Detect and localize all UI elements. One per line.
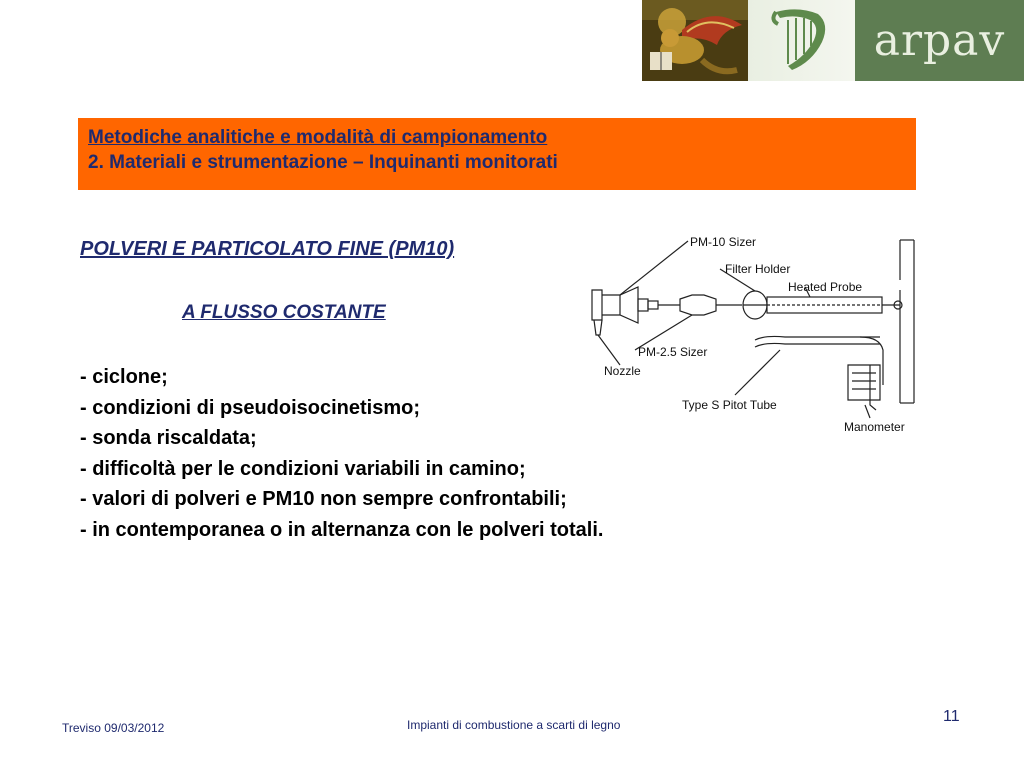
winged-lion-emblem-icon — [642, 0, 748, 81]
filter-holder-label: Filter Holder — [725, 262, 791, 276]
bullet-item: - condizioni di pseudoisocinetismo; — [80, 396, 421, 419]
bullet-item: - sonda riscaldata; — [80, 427, 257, 449]
pm25-sizer-label: PM-2.5 Sizer — [638, 345, 708, 359]
manometer-label: Manometer — [844, 420, 905, 434]
title-box — [78, 118, 916, 190]
pitot-tube-label: Type S Pitot Tube — [682, 398, 777, 412]
bullet-item: - in contemporanea o in alternanza con le polveri totali. — [80, 518, 604, 541]
bullet-item: - valori di polveri e PM10 non sempre confrontabili; — [80, 488, 567, 510]
arpav-wordmark — [855, 0, 1024, 81]
bullet-item: - difficoltà per le condizioni variabili in camino; — [80, 457, 526, 480]
bullet-list — [80, 362, 603, 545]
footer-center-text: Impianti di combustione a scarti di legno — [407, 718, 621, 732]
bullet-item: - ciclone; — [80, 366, 168, 388]
sub-heading: A FLUSSO COSTANTE — [182, 302, 386, 323]
page-number: 11 — [943, 708, 960, 725]
heated-probe-label: Heated Probe — [788, 280, 863, 294]
sampling-train-diagram — [580, 225, 920, 440]
arpav-logo-banner — [642, 0, 1024, 81]
harp-emblem-icon — [748, 0, 855, 81]
slide-title: Metodiche analitiche e modalità di campionamento — [88, 127, 548, 148]
pm10-sizer-label: PM-10 Sizer — [690, 235, 757, 249]
nozzle-label: Nozzle — [604, 364, 641, 378]
arpav-logo-text: arpav — [873, 15, 1006, 66]
section-heading: POLVERI E PARTICOLATO FINE (PM10) — [80, 238, 455, 260]
footer-date: Treviso 09/03/2012 — [62, 721, 165, 735]
slide-subtitle: 2. Materiali e strumentazione – Inquinanti monitorati — [88, 152, 558, 173]
